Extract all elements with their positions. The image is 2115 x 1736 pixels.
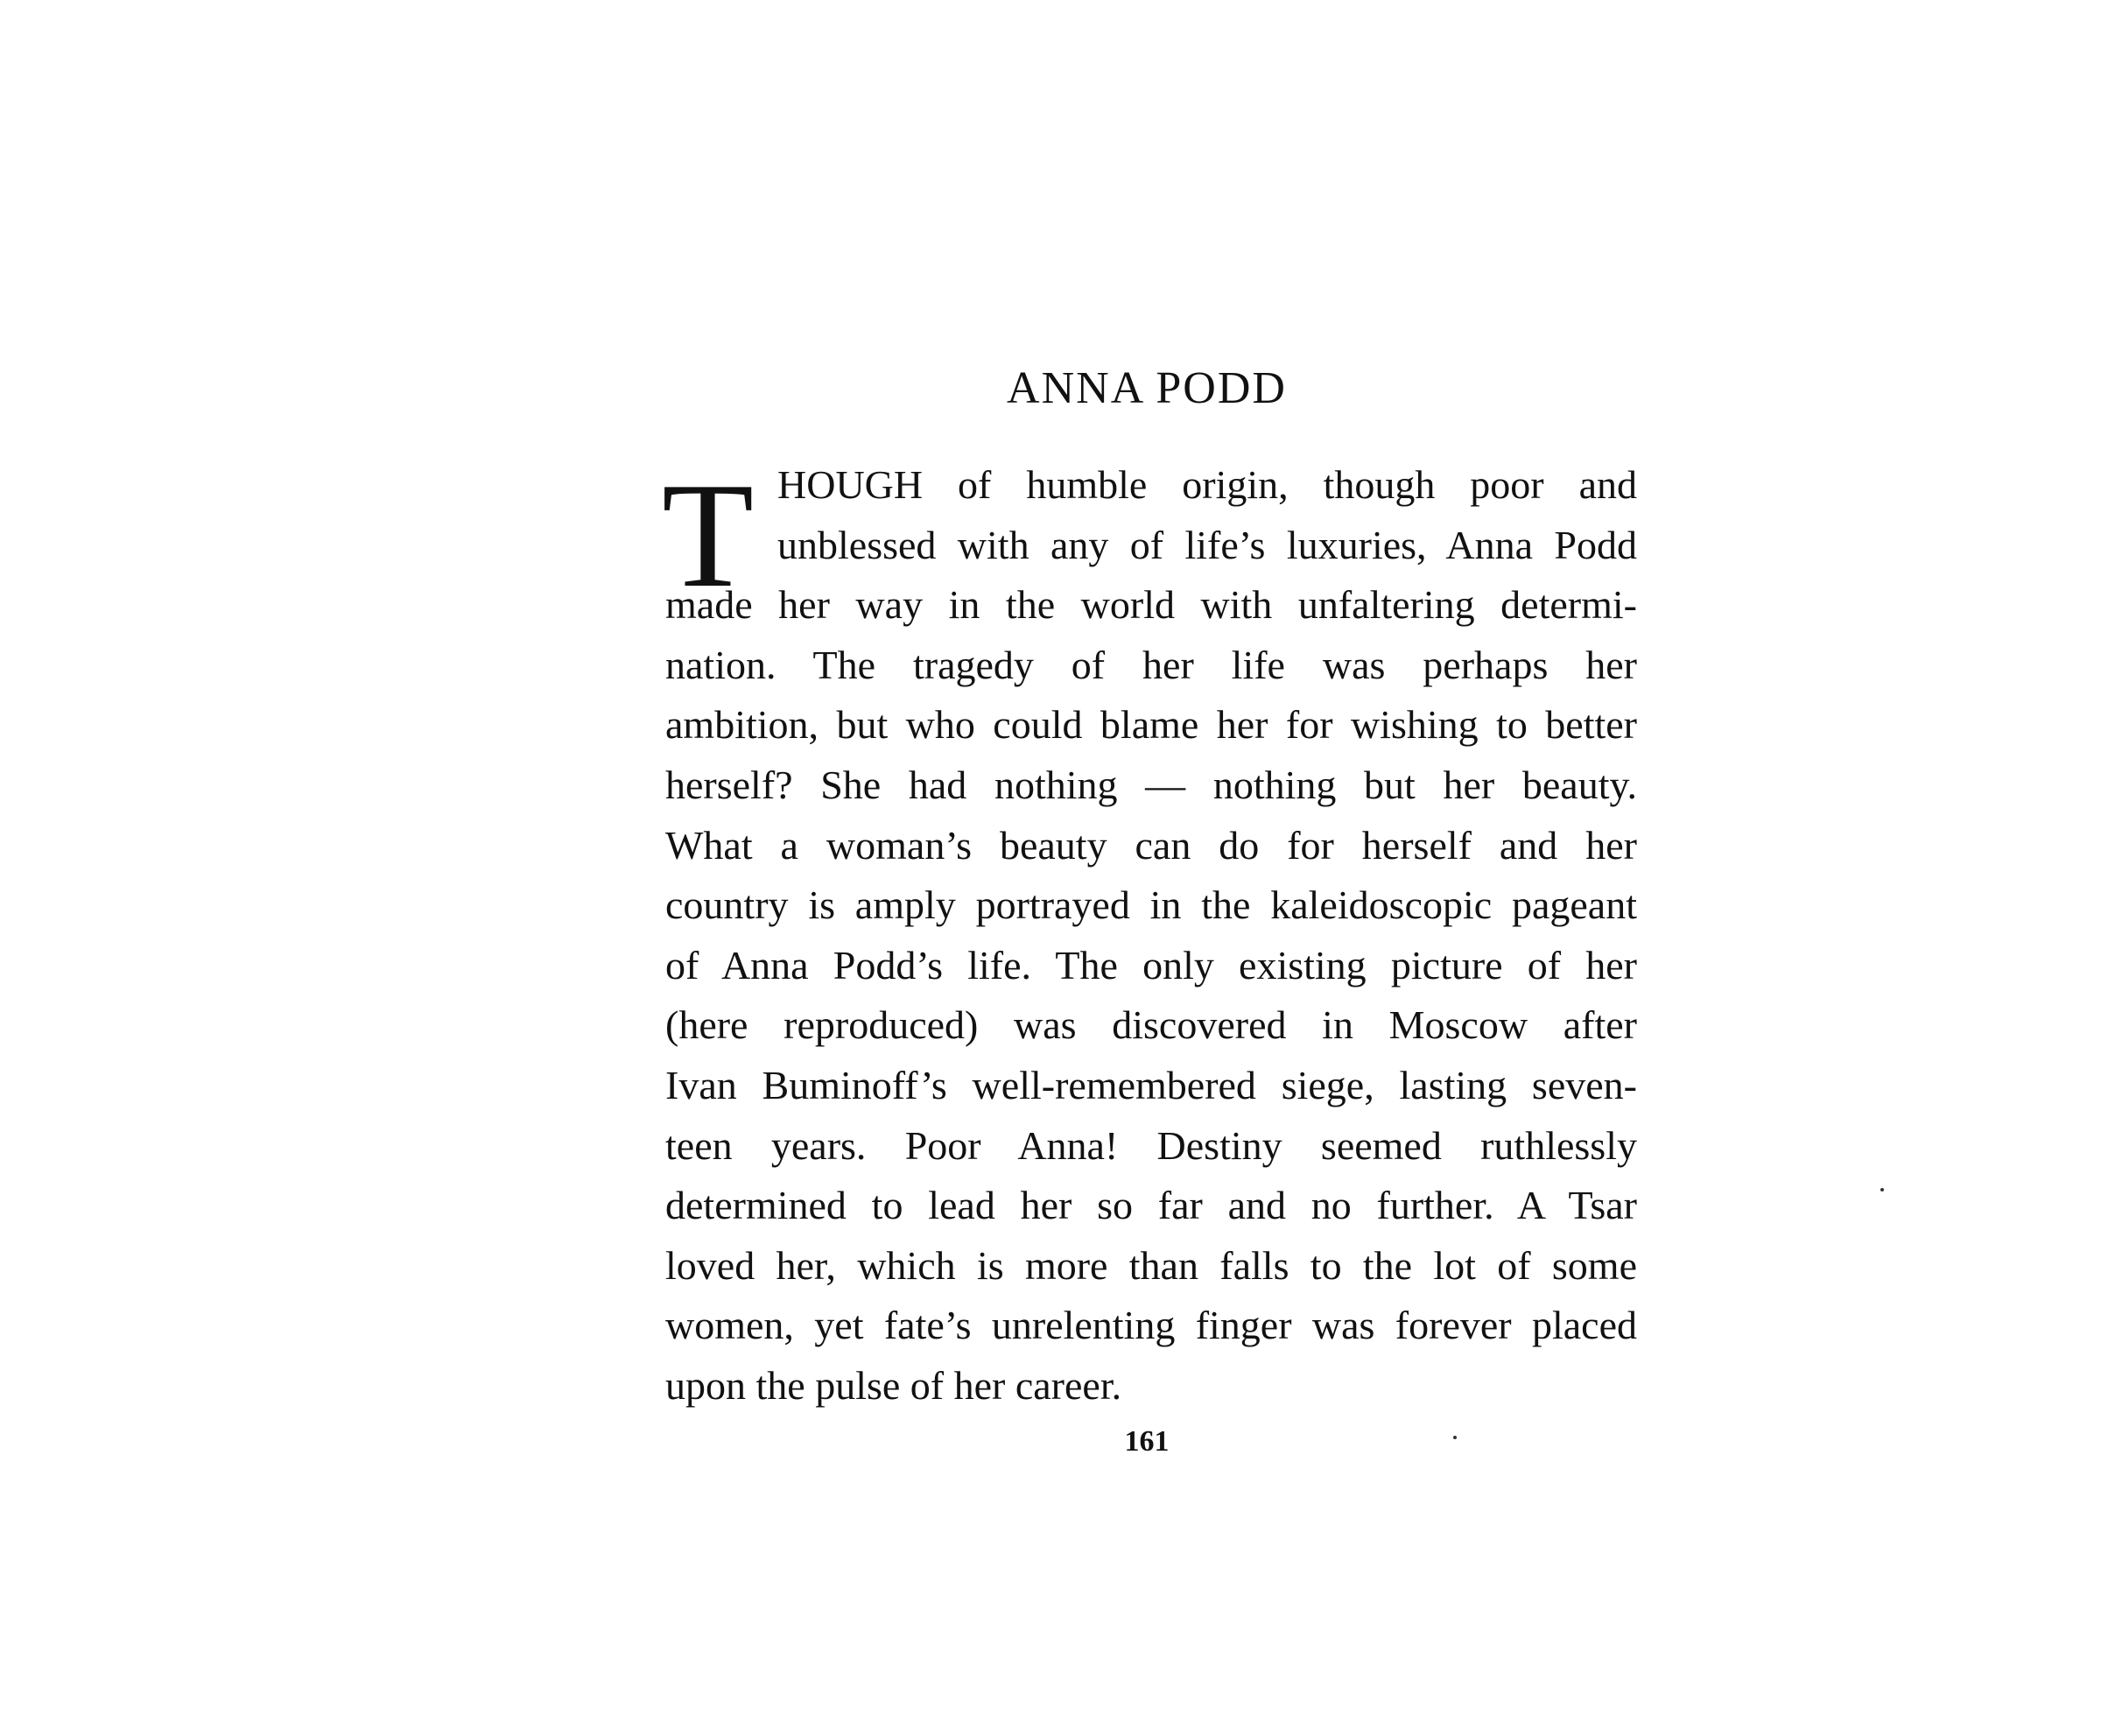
text-line: made her way in the world with unfaltering determi-	[665, 582, 1637, 628]
body-text	[662, 453, 1637, 1416]
text-line: (here reproduced) was discovered in Moscow after	[665, 1002, 1637, 1048]
text-line: unblessed with any of life’s luxuries, Anna Podd	[777, 522, 1637, 567]
text-line: women, yet fate’s unrelenting finger was forever placed	[665, 1303, 1637, 1348]
page-number: 161	[1124, 1425, 1170, 1458]
text-line: nation. The tragedy of her life was perhaps her	[665, 642, 1637, 687]
text-line: Ivan Buminoff’s well-remembered siege, lasting seven-	[665, 1062, 1637, 1107]
page-title: ANNA PODD	[1007, 363, 1287, 413]
text-line: HOUGH of humble origin, though poor and	[777, 462, 1637, 507]
text-line: teen years. Poor Anna! Destiny seemed ruthlessly	[665, 1122, 1637, 1168]
scan-speck	[1453, 1436, 1457, 1439]
text-line: loved her, which is more than falls to the lot of some	[665, 1242, 1637, 1288]
text-line: country is amply portrayed in the kaleidoscopic pageant	[665, 882, 1637, 928]
text-line: determined to lead her so far and no further. A Tsar	[665, 1183, 1637, 1228]
text-line: of Anna Podd’s life. The only existing picture of her	[665, 942, 1637, 987]
scan-speck	[1880, 1188, 1884, 1191]
text-line: ambition, but who could blame her for wishing to better	[665, 702, 1637, 748]
text-line: herself? She had nothing — nothing but her beauty.	[665, 762, 1637, 807]
text-line: What a woman’s beauty can do for herself and her	[665, 822, 1637, 868]
drop-cap: T	[662, 453, 755, 619]
text-line: upon the pulse of her career.	[665, 1362, 1122, 1408]
